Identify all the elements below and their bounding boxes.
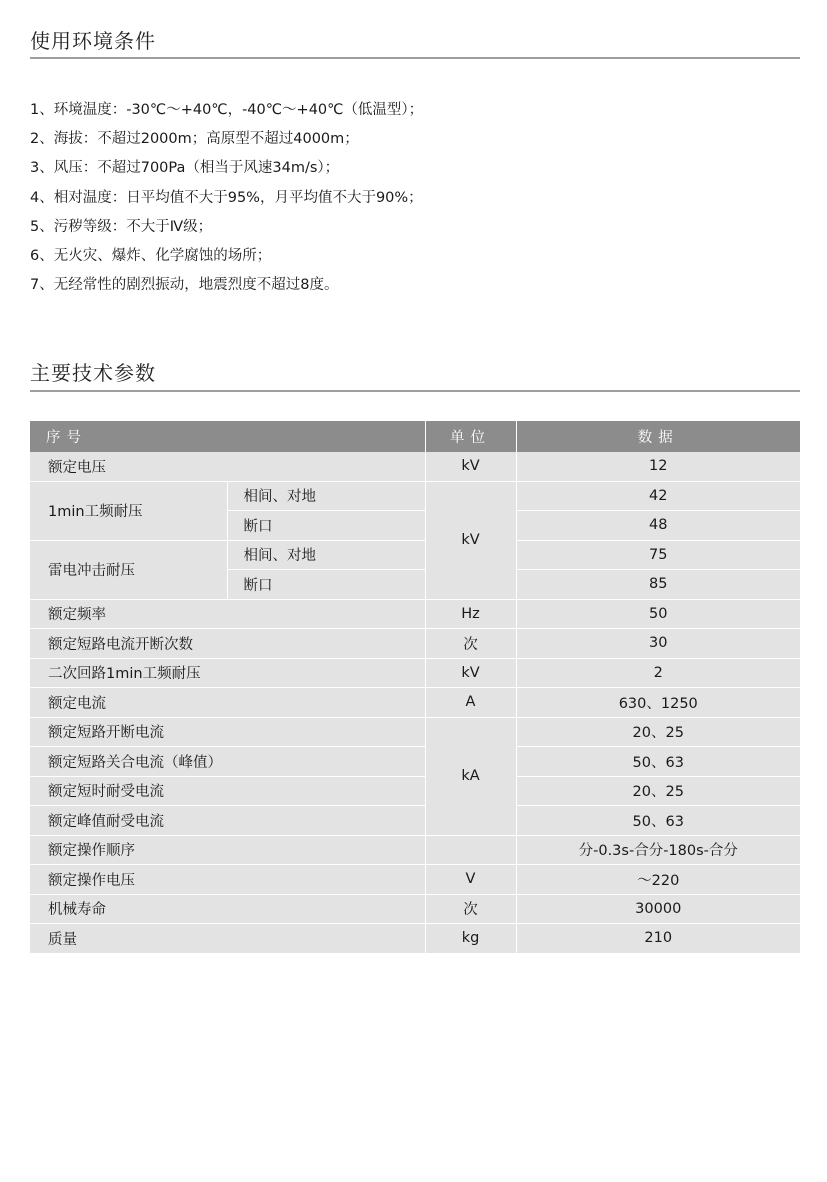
table-row	[30, 688, 800, 718]
table-row	[30, 806, 800, 836]
param-name: 额定短路关合电流（峰值）	[30, 747, 425, 777]
section-divider	[30, 390, 800, 392]
table-row	[30, 599, 800, 629]
param-value: 85	[516, 570, 800, 600]
param-unit: 次	[425, 629, 516, 659]
param-unit: kg	[425, 924, 516, 954]
param-name: 额定短路电流开断次数	[30, 629, 425, 659]
param-unit: Hz	[425, 599, 516, 629]
param-value: ～220	[516, 865, 800, 895]
conditions-list	[30, 96, 423, 300]
param-value: 50、63	[516, 747, 800, 777]
section-title-parameters: 主要技术参数	[30, 361, 156, 385]
param-name: 额定操作顺序	[30, 835, 425, 865]
param-group-name: 1min工频耐压	[30, 481, 227, 540]
section-title-conditions: 使用环境条件	[30, 29, 156, 53]
param-unit: V	[425, 865, 516, 895]
section-divider	[30, 57, 800, 59]
param-value: 20、25	[516, 717, 800, 747]
condition-item: 7、无经常性的剧烈振动，地震烈度不超过8度。	[30, 277, 339, 294]
table-row	[30, 865, 800, 895]
param-name: 额定短时耐受电流	[30, 776, 425, 806]
table-row	[30, 894, 800, 924]
param-name: 额定频率	[30, 599, 425, 629]
param-unit: kA	[425, 717, 516, 835]
condition-item: 1、环境温度：-30℃～+40℃，-40℃～+40℃（低温型）；	[30, 102, 424, 118]
param-name: 二次回路1min工频耐压	[30, 658, 425, 688]
parameters-table	[30, 421, 800, 954]
condition-item: 5、污秽等级：不大于Ⅳ级；	[30, 218, 213, 235]
header-value: 数据	[516, 421, 800, 452]
param-unit: A	[425, 688, 516, 718]
table-row	[30, 481, 800, 511]
param-name: 额定短路开断电流	[30, 717, 425, 747]
table-row	[30, 747, 800, 777]
table-row	[30, 658, 800, 688]
param-name: 额定电流	[30, 688, 425, 718]
condition-item: 2、海拔：不超过2000m；高原型不超过4000m；	[30, 131, 359, 148]
param-sub-name: 断口	[227, 511, 425, 541]
param-unit	[425, 835, 516, 865]
table-row	[30, 717, 800, 747]
condition-item: 6、无火灾、爆炸、化学腐蚀的场所；	[30, 247, 272, 264]
param-sub-name: 断口	[227, 570, 425, 600]
table-row	[30, 540, 800, 570]
param-value: 42	[516, 481, 800, 511]
param-value: 630、1250	[516, 688, 800, 718]
param-value: 2	[516, 658, 800, 688]
table-row	[30, 776, 800, 806]
param-name: 额定峰值耐受电流	[30, 806, 425, 836]
param-value: 12	[516, 452, 800, 481]
table-row	[30, 629, 800, 659]
header-unit: 单位	[425, 421, 516, 452]
param-name: 额定操作电压	[30, 865, 425, 895]
param-value: 50	[516, 599, 800, 629]
param-unit: 次	[425, 894, 516, 924]
param-value: 75	[516, 540, 800, 570]
param-unit: kV	[425, 452, 516, 481]
condition-item: 4、相对温度：日平均值不大于95%，月平均值不大于90%；	[30, 189, 423, 206]
param-value: 50、63	[516, 806, 800, 836]
param-name: 质量	[30, 924, 425, 954]
table-row	[30, 924, 800, 954]
param-value: 30	[516, 629, 800, 659]
param-name: 机械寿命	[30, 894, 425, 924]
param-sub-name: 相间、对地	[227, 540, 425, 570]
param-value: 20、25	[516, 776, 800, 806]
table-row	[30, 835, 800, 865]
condition-item: 3、风压：不超过700Pa（相当于风速34m/s）；	[30, 160, 340, 177]
param-value: 30000	[516, 894, 800, 924]
header-index: 序号	[30, 421, 425, 452]
param-name: 额定电压	[30, 452, 425, 481]
param-value: 48	[516, 511, 800, 541]
param-unit: kV	[425, 658, 516, 688]
table-row	[30, 452, 800, 481]
param-sub-name: 相间、对地	[227, 481, 425, 511]
param-unit: kV	[425, 481, 516, 599]
param-group-name: 雷电冲击耐压	[30, 540, 227, 599]
param-value: 210	[516, 924, 800, 954]
table-header-row	[30, 421, 800, 452]
param-value: 分-0.3s-合分-180s-合分	[516, 835, 800, 865]
